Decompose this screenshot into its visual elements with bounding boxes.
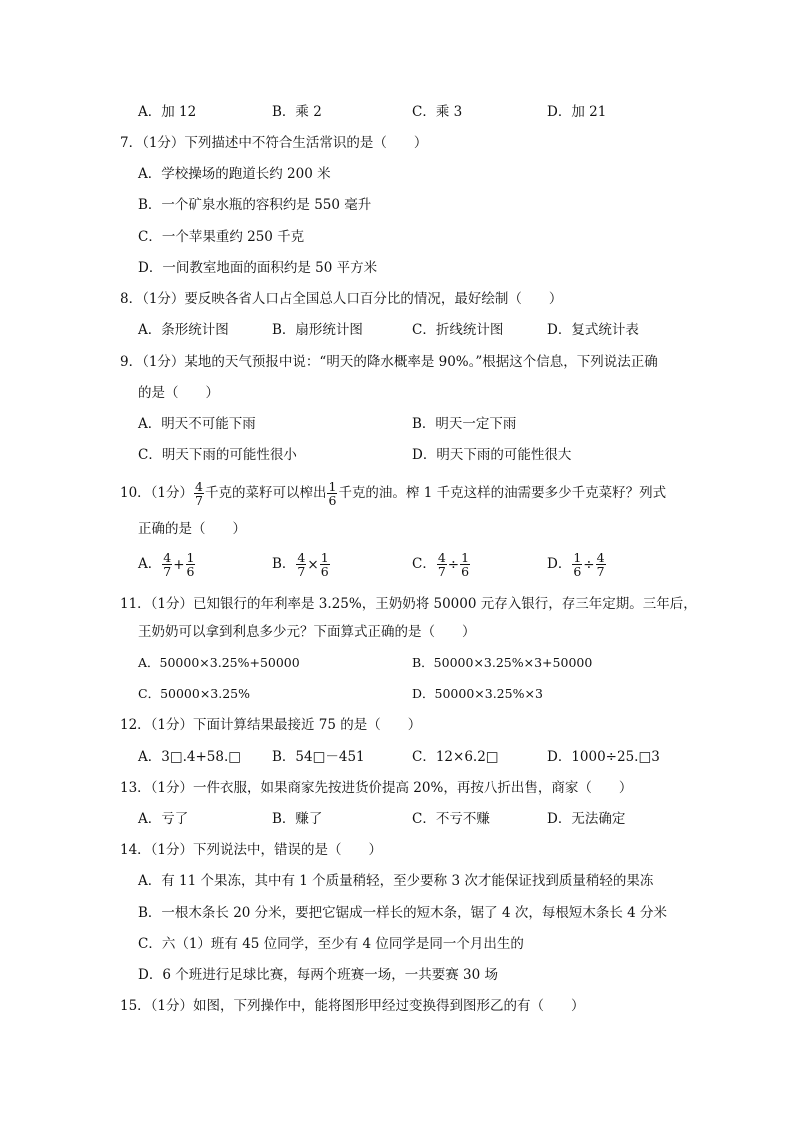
- q6-option-b: B．乘 2: [272, 104, 322, 120]
- q10-text-mid2: 千克的油。榨 1 千克这样的油需要多少千克菜籽？列式: [338, 485, 667, 501]
- q8-option-d: D．复式统计表: [547, 322, 639, 338]
- q10-fraction-oil: $\frac{1}{6}$: [328, 479, 337, 508]
- q11-stem-line1: 11．（1分）已知银行的年利率是 3.25%，王奶奶将 50000 元存入银行，存三年定期。三年后，: [120, 596, 697, 612]
- q11-option-a: A．50000×3.25%+50000: [138, 655, 300, 670]
- q12-option-b: B．54□－451: [272, 749, 365, 765]
- q8-option-a: A．条形统计图: [138, 322, 229, 338]
- q10-stem-line2: 正确的是（ ）: [138, 521, 246, 537]
- q10-c-frac1: $\frac{4}{7}$: [437, 550, 446, 579]
- q13-option-c: C．不亏不赚: [412, 811, 490, 827]
- q6-option-a: A．加 12: [138, 104, 197, 120]
- q12-option-c: C．12×6.2□: [412, 749, 499, 765]
- q8-stem: 8．（1分）要反映各省人口占全国总人口百分比的情况，最好绘制（ ）: [120, 291, 563, 307]
- q10-option-d: D． $\frac{1}{6}$ ÷ $\frac{4}{7}$: [547, 550, 605, 579]
- q11-option-b: B．50000×3.25%×3+50000: [412, 655, 593, 670]
- q14-stem: 14．（1分）下列说法中，错误的是（ ）: [120, 842, 383, 858]
- q10-a-frac1: $\frac{4}{7}$: [163, 550, 172, 579]
- q6-option-d: D．加 21: [547, 104, 607, 120]
- q14-option-b: B．一根木条长 20 分米，要把它锯成一样长的短木条，锯了 4 次，每根短木条长 4 分米: [138, 905, 668, 921]
- q14-option-d: D．6 个班进行足球比赛，每两个班赛一场，一共要赛 30 场: [138, 967, 498, 983]
- q13-option-a: A．亏了: [138, 811, 189, 827]
- q10-stem-line1: [120, 479, 666, 507]
- q10-d-frac1: $\frac{1}{6}$: [573, 550, 582, 579]
- q8-option-c: C．折线统计图: [412, 322, 504, 338]
- q10-d-operator: ÷: [583, 556, 595, 573]
- q9-option-d: D．明天下雨的可能性很大: [412, 447, 572, 463]
- q9-option-a: A．明天不可能下雨: [138, 416, 256, 432]
- q12-stem: 12．（1分）下面计算结果最接近 75 的是（ ）: [120, 717, 422, 733]
- q10-option-c: C． $\frac{4}{7}$ ÷ $\frac{1}{6}$: [412, 550, 470, 579]
- q10-prefix: 10．（1分）: [120, 485, 194, 501]
- q14-option-c: C．六（1）班有 45 位同学，至少有 4 位同学是同一个月出生的: [138, 936, 524, 952]
- q10-c-frac2: $\frac{1}{6}$: [461, 550, 470, 579]
- q9-option-c: C．明天下雨的可能性很小: [138, 447, 297, 463]
- q10-option-b: B． $\frac{4}{7}$ × $\frac{1}{6}$: [272, 550, 329, 579]
- q10-c-operator: ÷: [447, 556, 460, 573]
- q12-option-d: D．1000÷25.□3: [547, 749, 660, 765]
- q10-option-a: A． $\frac{4}{7}$ + $\frac{1}{6}$: [138, 550, 195, 579]
- q9-stem-line2: 的是（ ）: [138, 385, 219, 401]
- q10-a-operator: +: [173, 556, 185, 573]
- q12-option-a: A．3□.4+58.□: [138, 749, 242, 765]
- q13-stem: 13．（1分）一件衣服，如果商家先按进货价提高 20%，再按八折出售，商家（ ）: [120, 780, 633, 796]
- q7-option-a: A．学校操场的跑道长约 200 米: [138, 166, 331, 182]
- q7-option-c: C．一个苹果重约 250 千克: [138, 229, 305, 245]
- q10-fraction-seeds: $\frac{4}{7}$: [195, 479, 203, 508]
- q13-option-d: D．无法确定: [547, 811, 626, 827]
- q11-option-c: C．50000×3.25%: [138, 686, 251, 701]
- q7-option-b: B．一个矿泉水瓶的容积约是 550 毫升: [138, 197, 372, 213]
- q10-b-frac1: $\frac{4}{7}$: [297, 550, 306, 579]
- q10-text-mid1: 千克的菜籽可以榨出: [204, 485, 327, 501]
- q15-stem: 15．（1分）如图，下列操作中，能将图形甲经过变换得到图形乙的有（ ）: [120, 998, 585, 1014]
- q7-option-d: D．一间教室地面的面积约是 50 平方米: [138, 260, 378, 276]
- q13-option-b: B．赚了: [272, 811, 323, 827]
- q9-stem-line1: 9．（1分）某地的天气预报中说：“明天的降水概率是 90%。”根据这个信息，下列说法正确: [120, 354, 658, 370]
- q11-option-d: D．50000×3.25%×3: [412, 686, 543, 701]
- q14-option-a: A．有 11 个果冻，其中有 1 个质量稍轻，至少要称 3 次才能保证找到质量稍轻的果冻: [138, 873, 654, 889]
- q10-a-frac2: $\frac{1}{6}$: [186, 550, 195, 579]
- q6-option-c: C．乘 3: [412, 104, 463, 120]
- q8-option-b: B．扇形统计图: [272, 322, 363, 338]
- q10-b-frac2: $\frac{1}{6}$: [320, 550, 329, 579]
- q11-stem-line2: 王奶奶可以拿到利息多少元？下面算式正确的是（ ）: [138, 624, 476, 640]
- q7-stem: 7．（1分）下列描述中不符合生活常识的是（ ）: [120, 135, 428, 151]
- q10-b-operator: ×: [307, 556, 319, 573]
- q10-d-frac2: $\frac{4}{7}$: [596, 550, 605, 579]
- q9-option-b: B．明天一定下雨: [412, 416, 517, 432]
